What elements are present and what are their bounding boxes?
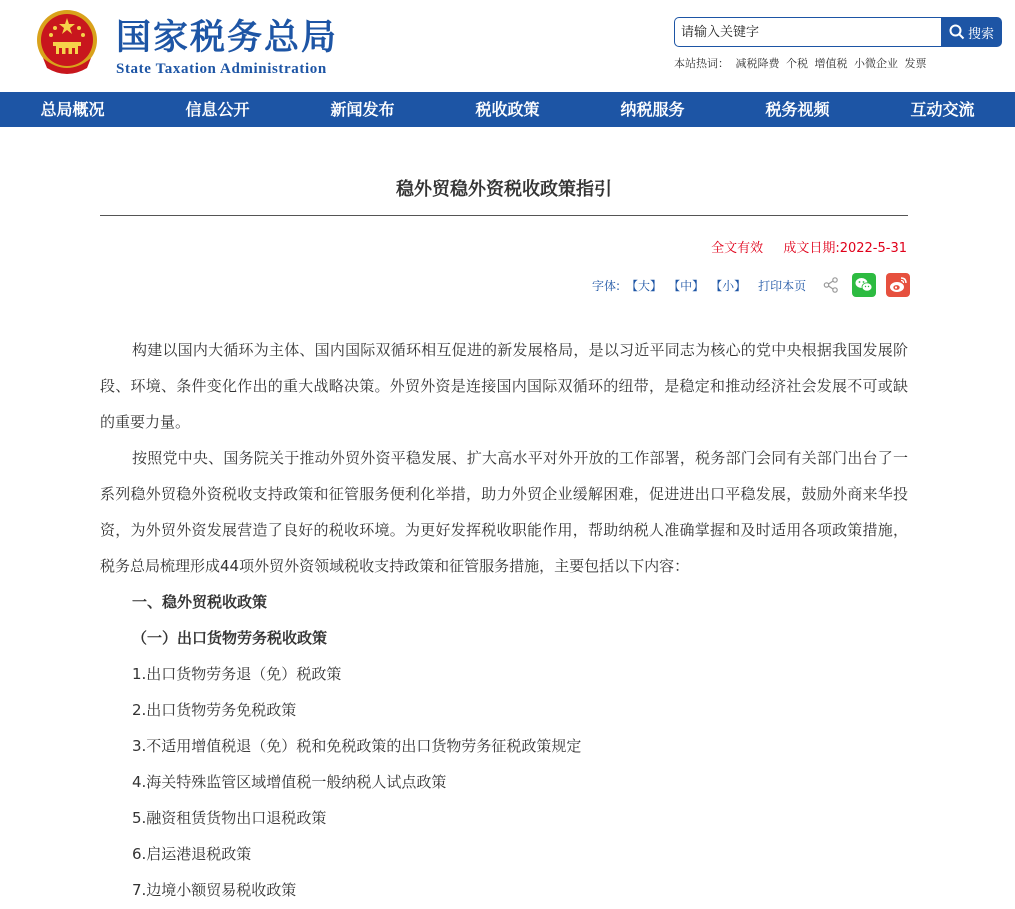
site-subtitle: State Taxation Administration (116, 61, 327, 77)
search-button-label: 搜索 (967, 26, 994, 42)
site-title[interactable]: 国家税务总局 (116, 18, 339, 58)
policy-item: 6.启运港退税政策 (132, 845, 252, 863)
hot-word-link[interactable]: 小微企业 (854, 57, 898, 70)
article-title: 稳外贸稳外资税收政策指引 (396, 179, 612, 200)
date-label: 成文日期: (783, 241, 840, 256)
policy-item: 2.出口货物劳务免税政策 (132, 701, 297, 719)
share-icon[interactable] (822, 276, 840, 294)
hot-word-link[interactable]: 发票 (904, 57, 927, 70)
hot-word-link[interactable]: 减税降费 (735, 57, 780, 70)
font-medium-button[interactable]: 【中】 (668, 278, 705, 293)
validity-status: 全文有效 (711, 241, 764, 256)
section-heading: 一、稳外贸税收政策 (132, 593, 268, 611)
policy-item: 3.不适用增值税退（免）税和免税政策的出口货物劳务征税政策规定 (132, 737, 582, 755)
article-paragraph: 按照党中央、国务院关于推动外贸外资平稳发展、扩大高水平对外开放的工作部署，税务部门会同有关部门出台了一系列稳外贸稳外资税收支持政策和征管服务便利化举措，助力外贸企业缓解困难，促进进出口平稳发展，鼓励外商来华投资，为外贸外资发展营造了良好的税收环境。为更好发挥税收职能作用，帮助纳税人准确掌握和及时适用各项政策措施，税务总局梳理形成44项外贸外资领域税收支持政策和征管服务措施，主要包括以下内容： (100, 449, 908, 575)
policy-item: 1.出口货物劳务退（免）税政策 (132, 665, 342, 683)
site-header (0, 0, 1015, 92)
search-icon (949, 24, 965, 40)
nav-item-overview[interactable]: 总局概况 (40, 100, 105, 119)
nav-item-tax-policy[interactable]: 税收政策 (475, 100, 540, 119)
hot-words (674, 55, 930, 71)
wechat-icon[interactable] (852, 273, 876, 297)
search-button[interactable] (941, 17, 1002, 47)
nav-item-info-disclosure[interactable]: 信息公开 (185, 100, 250, 119)
article-body (100, 332, 908, 908)
print-button[interactable]: 打印本页 (758, 278, 807, 293)
weibo-icon[interactable] (886, 273, 910, 297)
policy-item: 7.边境小额贸易税收政策 (132, 881, 297, 899)
hot-word-link[interactable]: 个税 (786, 57, 808, 70)
nav-item-taxpayer-service[interactable]: 纳税服务 (620, 100, 685, 119)
nav-item-interaction[interactable]: 互动交流 (910, 100, 975, 119)
search-input[interactable] (674, 17, 942, 47)
national-emblem-icon[interactable] (33, 8, 101, 76)
search-box (674, 17, 1002, 47)
policy-item: 5.融资租赁货物出口退税政策 (132, 809, 327, 827)
font-size-label: 字体: (592, 278, 621, 293)
hot-word-link[interactable]: 增值税 (814, 57, 848, 70)
main-nav (0, 92, 1015, 127)
title-divider (100, 215, 908, 216)
nav-item-tax-video[interactable]: 税务视频 (765, 100, 830, 119)
date-value: 2022-5-31 (839, 241, 907, 256)
article-tools (592, 270, 910, 300)
font-small-button[interactable]: 【小】 (710, 278, 747, 293)
hot-words-label: 本站热词： (674, 57, 729, 70)
policy-item: 4.海关特殊监管区域增值税一般纳税人试点政策 (132, 773, 447, 791)
font-large-button[interactable]: 【大】 (626, 278, 663, 293)
article-paragraph: 构建以国内大循环为主体、国内国际双循环相互促进的新发展格局，是以习近平同志为核心的党中央根据我国发展阶段、环境、条件变化作出的重大战略决策。外贸外资是连接国内国际双循环的纽带，是稳定和推动经济社会发展不可或缺的重要力量。 (100, 341, 908, 431)
subsection-heading: （一）出口货物劳务税收政策 (132, 629, 328, 647)
nav-item-news[interactable]: 新闻发布 (330, 100, 395, 119)
article-meta (711, 240, 907, 258)
